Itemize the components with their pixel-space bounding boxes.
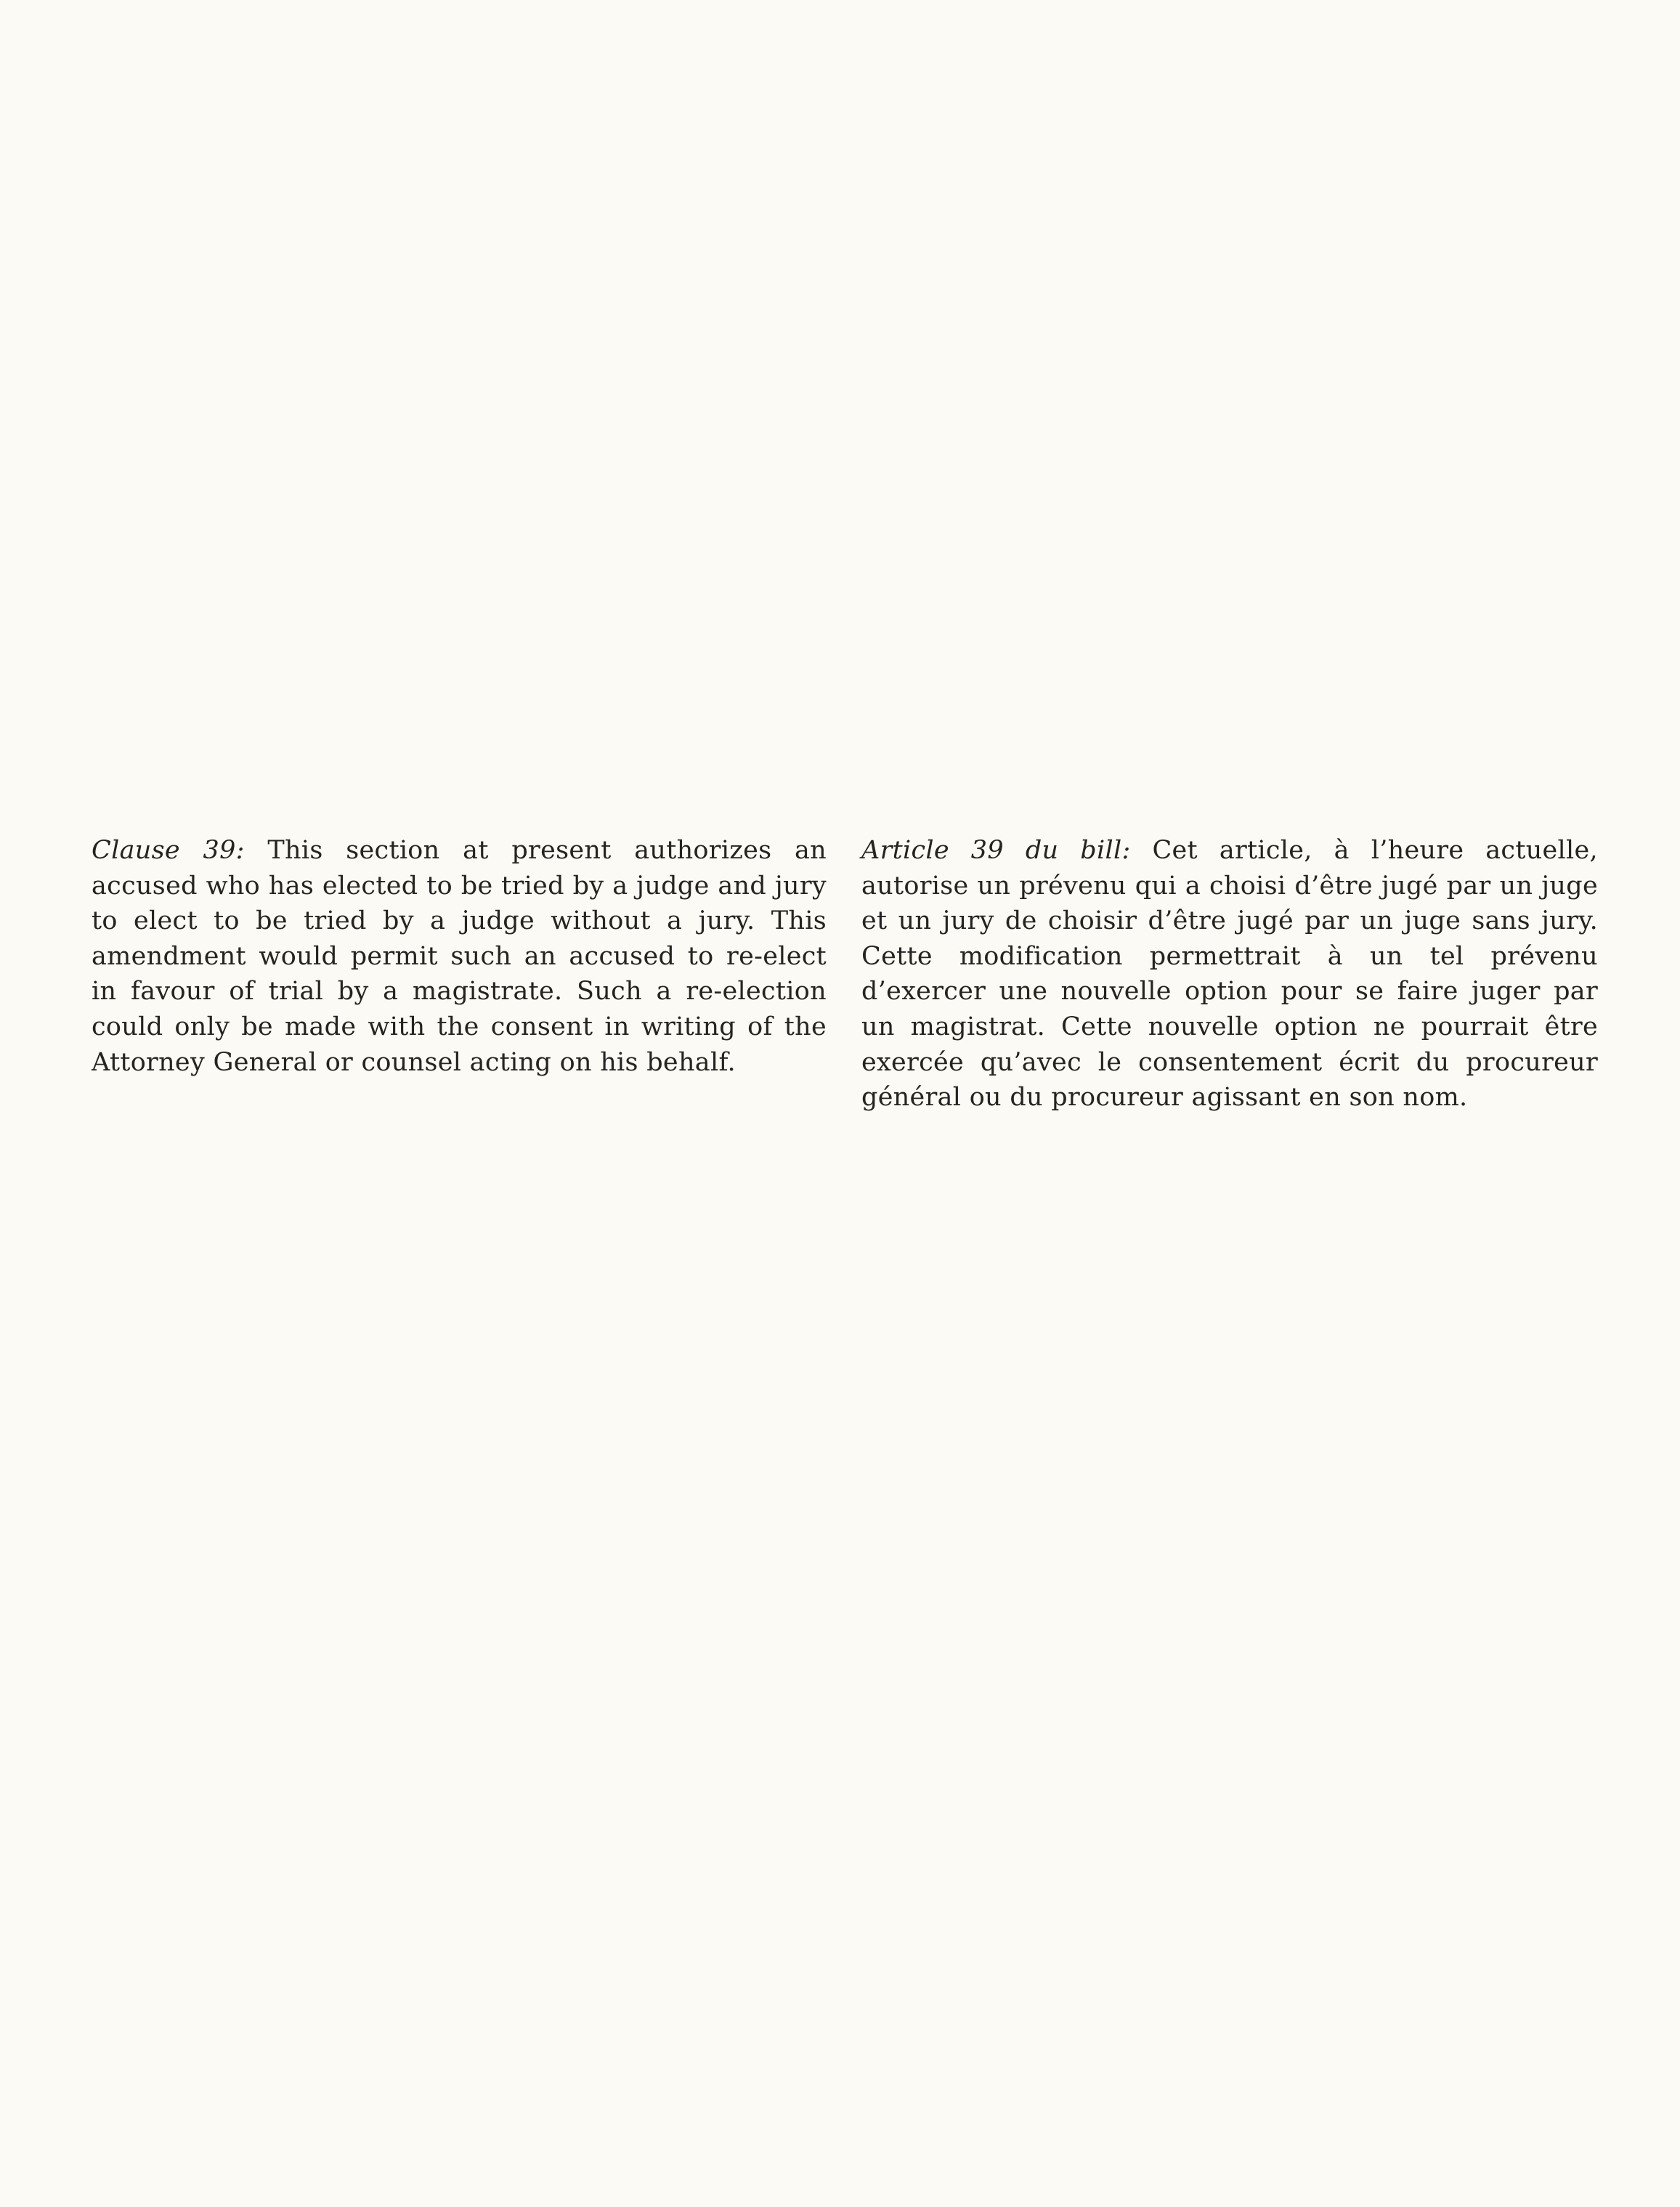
explanatory-note-french xyxy=(861,833,1598,1115)
article-label: Article 39 du bill: xyxy=(861,836,1131,865)
clause-label: Clause 39: xyxy=(92,836,245,865)
clause-text: This section at present authorizes an accused who has elected to be tried by a judge and jury to elect to be tried by a judge without a jury. This amendment would permit such an accused to re-elect in favour of trial by a magistrate. Such a re-election could only be made with the consent in writing of the Attorney General or counsel acting on his behalf. xyxy=(92,836,827,1077)
explanatory-note-english xyxy=(92,833,827,1080)
article-text: Cet article, à l’heure actuelle, autorise un prévenu qui a choisi d’être jugé par un juge et un jury de choisir d’être jugé par un juge sans jury. Cette modification permettrait à un tel prévenu d’exercer une nouvelle option pour se faire juger par un magistrat. Cette nouvelle option ne pourrait être exercée qu’avec le consentement écrit du procureur général ou du procureur agissant en son nom. xyxy=(861,836,1598,1113)
